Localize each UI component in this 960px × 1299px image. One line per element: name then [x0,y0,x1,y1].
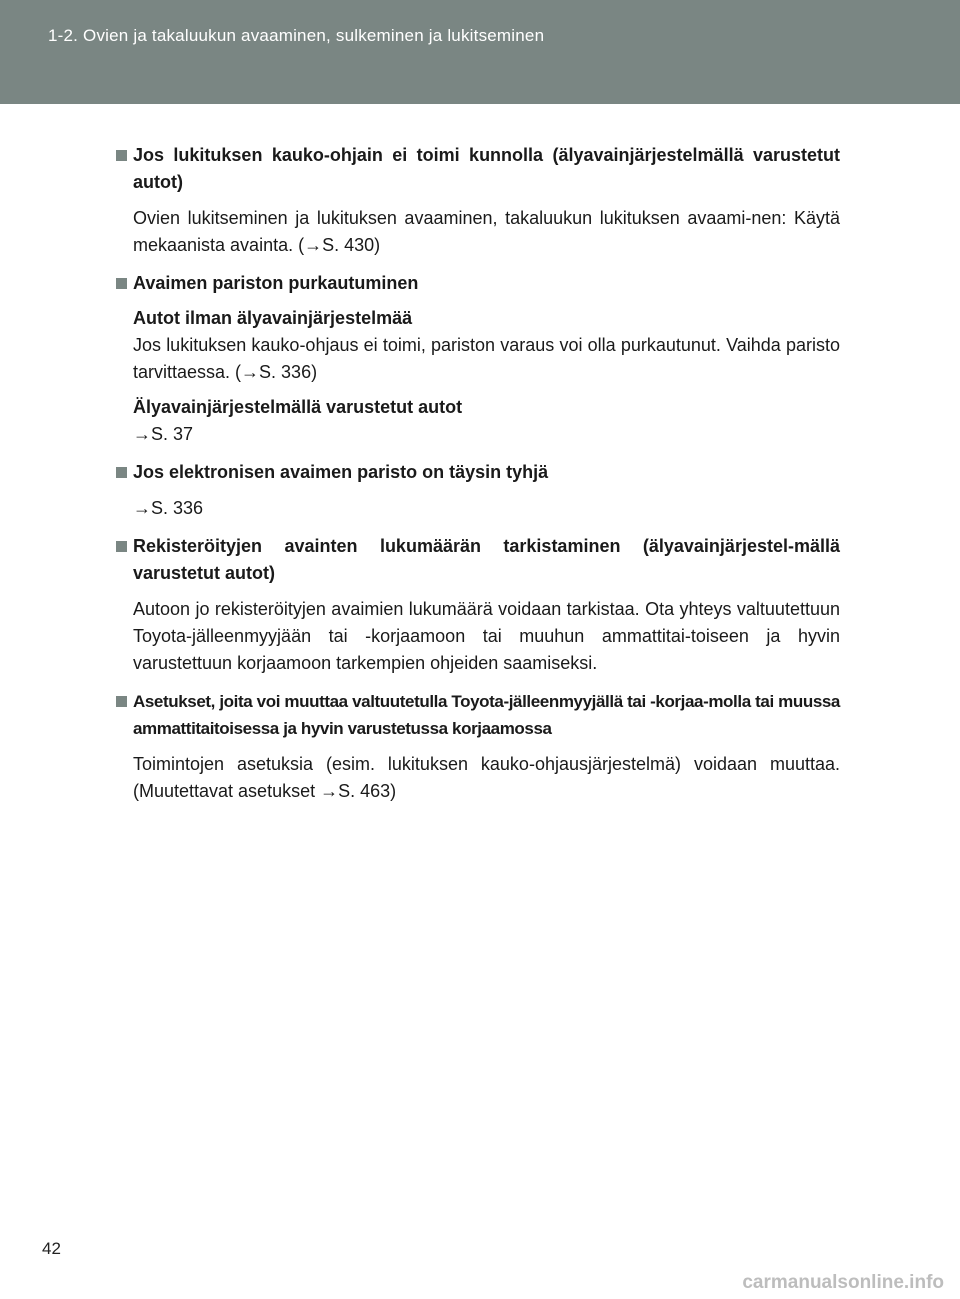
page-content [116,142,840,816]
section-battery-empty [116,459,840,522]
section-paragraph: Ovien lukitseminen ja lukituksen avaaminen, takaluukun lukituksen avaami-nen: Käytä mekaanista avainta. (→S. 430) [133,208,840,255]
section-paragraph: Autoon jo rekisteröityjen avaimien lukumäärä voidaan tarkistaa. Ota yhteys valtuutettuun Toyota-jälleenmyyjään tai -korjaamoon tai muuhun ammattitai-toiseen ja hyvin varustettuun korjaamoon tarkempien ohjeiden saamiseksi. [133,599,840,673]
section-paragraph: Jos lukituksen kauko-ohjaus ei toimi, pariston varaus voi olla purkautunut. Vaihda paristo tarvittaessa. (→S. 336) [133,335,840,382]
section-paragraph: →S. 37 [133,424,194,444]
section-heading: Asetukset, joita voi muuttaa valtuutetulla Toyota-jälleenmyyjällä tai -korjaa-molla tai muussa ammattitaitoisessa ja hyvin varustetussa korjaamossa [116,688,840,742]
section-remote-not-working [116,142,840,259]
section-heading: Rekisteröityjen avainten lukumäärän tarkistaminen (älyavainjärjestel-mällä varustetut autot) [116,533,840,587]
sub-heading: Autot ilman älyavainjärjestelmää [133,308,413,328]
page-number: 42 [42,1239,61,1258]
section-heading: Jos lukituksen kauko-ohjain ei toimi kunnolla (älyavainjärjestelmällä varustetut autot) [116,142,840,196]
section-registered-keys [116,533,840,677]
square-bullet-icon [116,467,127,478]
header-bar [0,0,960,104]
section-customizable-settings [116,688,840,805]
section-heading: Jos elektronisen avaimen paristo on täysin tyhjä [116,459,840,486]
square-bullet-icon [116,541,127,552]
square-bullet-icon [116,696,127,707]
square-bullet-icon [116,150,127,161]
chapter-title: 1-2. Ovien ja takaluukun avaaminen, sulkeminen ja lukitseminen [48,26,545,45]
section-paragraph: Toimintojen asetuksia (esim. lukituksen kauko-ohjausjärjestelmä) voidaan muuttaa. (Muutettavat asetukset →S. 463) [133,754,840,801]
watermark: carmanualsonline.info [742,1272,944,1293]
section-battery-depletion [116,270,840,448]
sub-heading: Älyavainjärjestelmällä varustetut autot [133,397,463,417]
section-heading: Avaimen pariston purkautuminen [116,270,840,297]
square-bullet-icon [116,278,127,289]
section-paragraph: →S. 336 [133,498,204,518]
